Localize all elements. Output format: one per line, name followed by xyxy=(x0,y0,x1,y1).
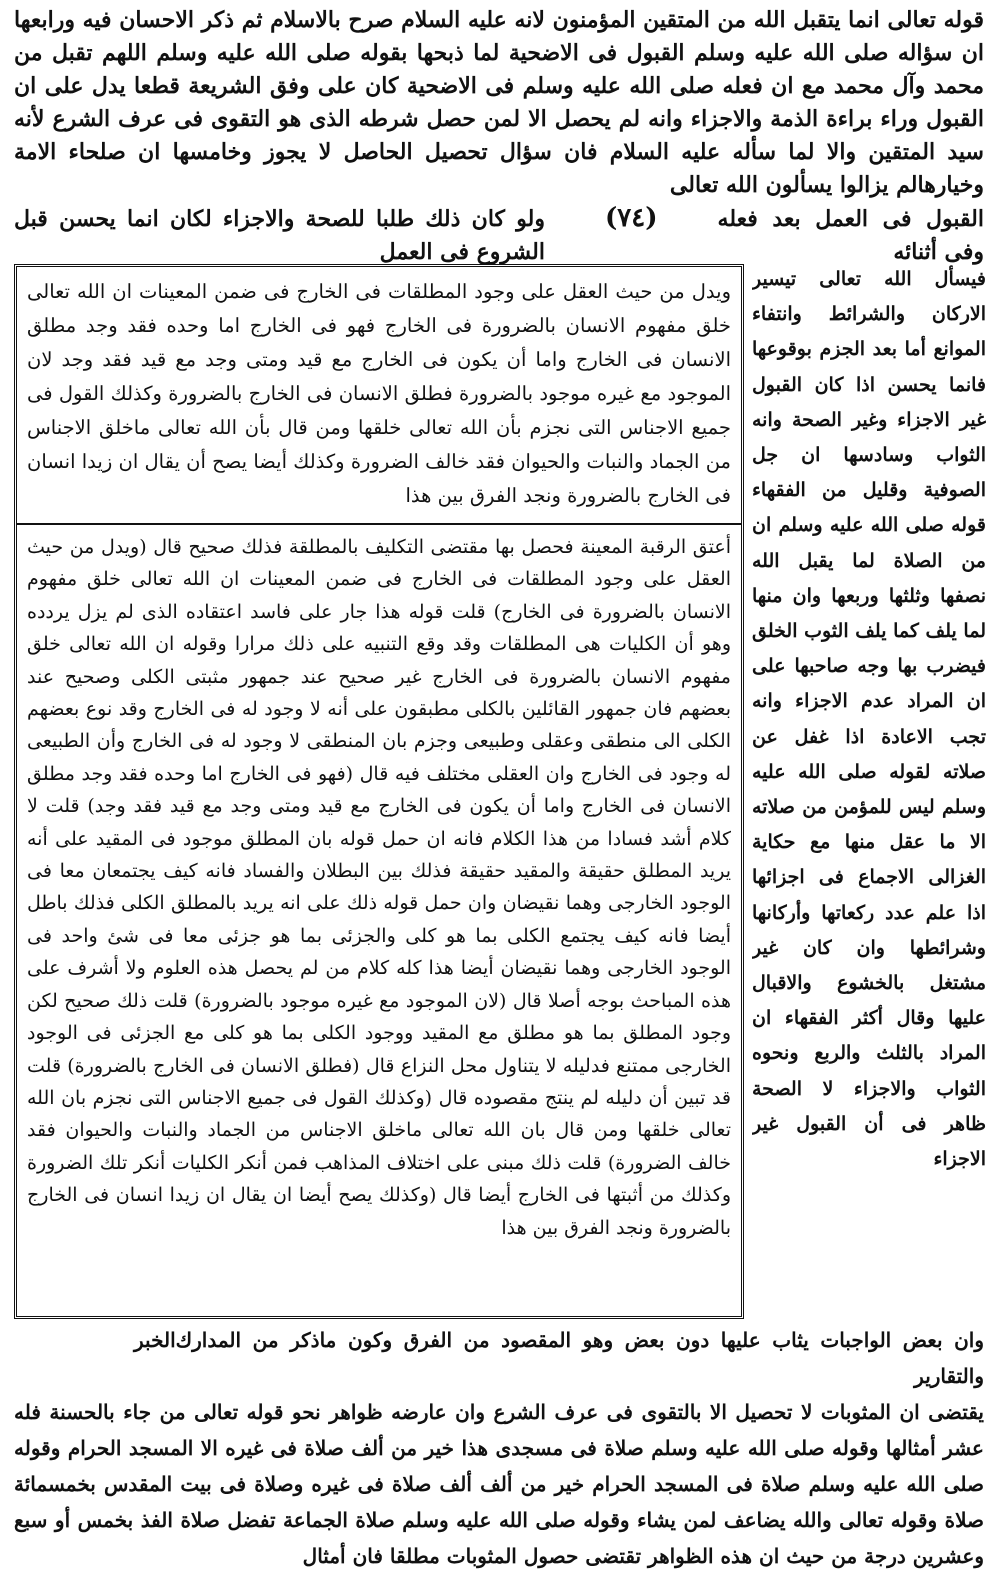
margin-column xyxy=(752,262,986,1320)
top-last-line-left: ولو كان ذلك طلبا للصحة والاجزاء لكان انما يحسن قبل الشروع فى العمل xyxy=(14,206,545,265)
bottom-first-line xyxy=(14,1322,984,1394)
top-text-block xyxy=(14,4,984,269)
top-last-line-right: القبول فى العمل بعد فعله وفى أثنائه xyxy=(717,206,984,265)
page-number: (٧٤) xyxy=(604,203,658,233)
commentary-upper-section xyxy=(27,275,731,520)
commentary-lower-section xyxy=(27,531,731,1311)
bottom-first-line-left: الخبر xyxy=(134,1328,176,1352)
margin-text: فيسأل الله تعالى تيسير الاركان والشرائط وانتفاء الموانع أما بعد الجزم بوقوعها فانما يحسن اذا كان القبول غير الاجزاء وغير الصحة وانه الثواب وسادسها ان جل الصوفية وقليل من الفقهاء قوله صلى الله عليه وسلم ان من الصلاة لما يقبل الله نصفها وثلثها وربعها وان منها لما يلف كما يلف الثوب الخلق فيضرب بها وجه صاحبها على ان المراد عدم الاجزاء وانه تجب الاعادة اذا غفل عن صلاته لقوله صلى الله عليه وسلم ليس للمؤمن من صلاته الا ما عقل منها مع حكاية الغزالى الاجماع فى اجزائها اذا علم عدد ركعاتها وأركانها وشرائطها وان كان غير مشتغل بالخشوع والاقبال عليها وقال أكثر الفقهاء ان المراد بالثلث والربع ونحوه الثواب والاجزاء لا الصحة ظاهر فى أن القبول غير الاجزاء xyxy=(752,268,986,1171)
top-paragraph: قوله تعالى انما يتقبل الله من المتقين المؤمنون لانه عليه السلام صرح بالاسلام ثم ذكر الاحسان فيه ورابعها ان سؤاله صلى الله عليه وسلم القبول فى الاضحية لما ذبحها بقوله صلى الله عليه وسلم اللهم تقبل من محمد وآل محمد مع ان فعله صلى الله عليه وسلم فى الاضحية كان على وفق الشريعة قطعا يدل على ان القبول وراء براءة الذمة والاجزاء وانه لم يحصل الا لمن حصل شرطه الذى هو التقوى فى عرف الشرع لأنه سيد المتقين والا لما سأله عليه السلام فان سؤال تحصيل الحاصل لا يجوز وخامسها ان صلحاء الامة وخيارهالم يزالوا يسألون الله تعالى xyxy=(14,7,984,198)
section-divider xyxy=(17,523,741,525)
commentary-lower-text: أعتق الرقبة المعينة فحصل بها مقتضى التكليف بالمطلقة فذلك صحيح قال (ويدل من حيث العقل على وجود المطلقات فى الخارج فى ضمن المعينات ان الله تعالى خلق مفهوم الانسان بالضرورة فى الخارج) قلت قوله هذا جار على فاسد اعتقاده الذى لم يزل يردده وهو أن الكليات هى المطلقات وقد وقع التنبيه على ذلك مرارا وقوله ان الله تعالى خلق مفهوم الانسان بالضرورة فى الخارج غير صحيح عند جمهور مثبتى الكلى وصحيح عند بعضهم فان جمهور القائلين بالكلى مطبقون على أنه لا وجود له فى الخارج وقد نوع بعضهم الكلى الى منطقى وعقلى وطبيعى وجزم بان المنطقى لا وجود له فى الخارج وأن الطبيعى له وجود فى الخارج وان العقلى مختلف فيه قال (فهو فى الخارج اما وحده فقد وجد مطلق الانسان فى الخارج واما أن يكون فى الخارج مع قيد ومتى وجد مع قيد فقد وجد) قلت لا كلام أشد فسادا من هذا الكلام فانه ان حمل قوله بان المطلق موجود فى المقيد على أنه يريد المطلق حقيقة والمقيد حقيقة فذلك بين البطلان والفساد فانه كيف يجتمعان معا فى الوجود الخارجى وهما نقيضان وان حمل قوله ذلك على انه يريد بالمطلق الكلى فذلك باطل أيضا فانه كيف يجتمع الكلى بما هو كلى والجزئى بما هو جزئى معا فى شئ واحد فى الوجود الخارجى وهما نقيضان أيضا هذا كله كلام من لم يحصل هذه العلوم ولا أشرف على هذه المباحث بوجه أصلا قال (لان الموجود مع غيره موجود بالضرورة) قلت ذلك صحيح لكن وجود المطلق بما هو مطلق مع المقيد ووجود الكلى بما هو كلى مع الجزئى فى الوجود الخارجى ممتنع فدليله لا يتناول محل النزاع قال (فطلق الانسان فى الخارج بالضرورة) قلت قد تبين أن دليله لم ينتج مقصوده قال (وكذلك القول فى جميع الاجناس التى نجزم بان الله تعالى خلقها ومن قال بان الله تعالى ماخلق الاجناس من الجماد والنبات والحيوان فقد خالف الضرورة) قلت ذلك مبنى على اختلاف المذاهب فمن أنكر الكليات أنكر تلك الضرورة وكذلك من أثبتها فى الخارج أيضا قال (وكذلك يصح أيضا ان يقال ان زيدا انسان فى الخارج بالضرورة ونجد الفرق بين هذا xyxy=(27,536,731,1239)
bottom-first-line-right: وان بعض الواجبات يثاب عليها دون بعض وهو المقصود من الفرق وكون ماذكر من المدارك والتقارير xyxy=(175,1328,984,1388)
commentary-frame xyxy=(14,264,744,1319)
bottom-paragraph: يقتضى ان المثوبات لا تحصيل الا بالتقوى فى عرف الشرع وان عارضه ظواهر نحو قوله تعالى من جاء بالحسنة فله عشر أمثالها وقوله صلى الله عليه وسلم صلاة فى مسجدى هذا خير من ألف صلاة فى غيره الا المسجد الحرام وقوله صلى الله عليه وسلم صلاة فى المسجد الحرام خير من ألف ألف صلاة فى غيره وصلاة فى بيت المقدس بخمسمائة صلاة وقوله تعالى والله يضاعف لمن يشاء وقوله صلى الله عليه وسلم صلاة الجماعة تفضل صلاة الفذ بخمس أو سبع وعشرين درجة من حيث ان هذه الظواهر تقتضى حصول المثوبات مطلقا فان أمثال xyxy=(14,1400,984,1568)
top-last-line xyxy=(14,202,984,269)
bottom-text-block xyxy=(14,1322,984,1574)
commentary-upper-text: ويدل من حيث العقل على وجود المطلقات فى الخارج فى ضمن المعينات ان الله تعالى خلق مفهوم الانسان بالضرورة فى الخارج فهو فى الخارج اما وحده فقد وجد مطلق الانسان فى الخارج واما أن يكون فى الخارج مع قيد ومتى وجد مع قيد فقد وجد لان الموجود مع غيره موجود بالضرورة فطلق الانسان فى الخارج بالضرورة وكذلك القول فى جميع الاجناس التى نجزم بأن الله تعالى خلقها ومن قال بأن الله تعالى ماخلق الاجناس من الجماد والنبات والحيوان فقد خالف الضرورة وكذلك أيضا يصح أن يقال ان زيدا انسان فى الخارج بالضرورة ونجد الفرق بين هذا xyxy=(27,280,731,507)
